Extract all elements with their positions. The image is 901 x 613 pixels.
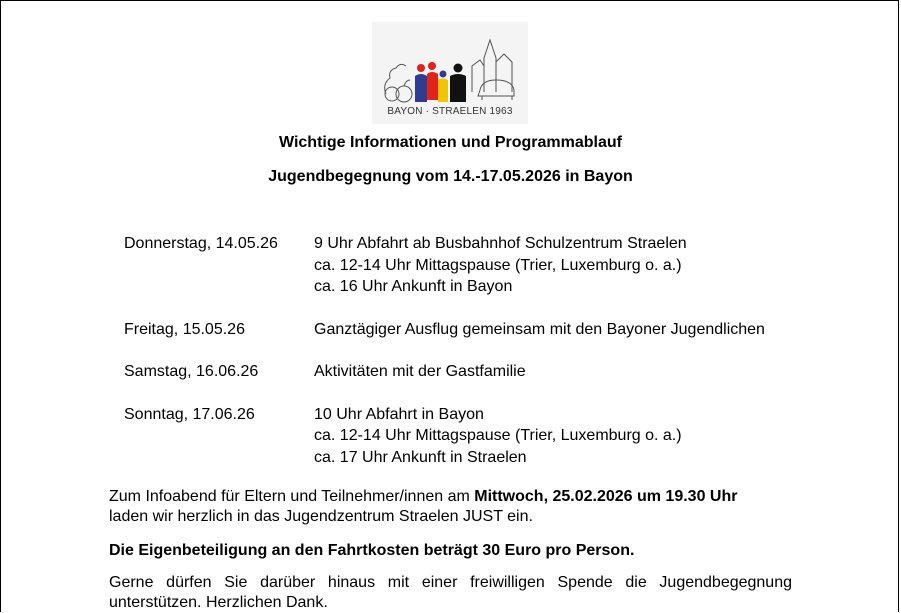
donation-paragraph	[109, 573, 792, 613]
logo-caption: BAYON · STRAELEN 1963	[387, 106, 513, 117]
schedule-row	[124, 319, 765, 341]
schedule-lines	[314, 404, 682, 469]
schedule-line: Aktivitäten mit der Gastfamilie	[314, 363, 526, 380]
schedule-line: 9 Uhr Abfahrt ab Busbahnhof Schulzentrum Straelen	[314, 235, 687, 252]
schedule-line: Ganztägiger Ausflug gemeinsam mit den Bayoner Jugendlichen	[314, 320, 765, 338]
schedule-line: 10 Uhr Abfahrt in Bayon	[314, 405, 484, 423]
page-subtitle: Jugendbegegnung vom 14.-17.05.2026 in Bayon	[268, 168, 633, 185]
schedule-day: Sonntag, 17.06.26	[124, 405, 255, 423]
schedule-line: ca. 16 Uhr Ankunft in Bayon	[314, 278, 513, 295]
schedule-row	[124, 233, 765, 298]
page-title: Wichtige Informationen und Programmablauf	[279, 134, 622, 151]
info-evening-paragraph	[109, 487, 792, 527]
schedule-line: ca. 17 Uhr Ankunft in Straelen	[314, 448, 527, 466]
info-evening-suffix: laden wir herzlich in das Jugendzentrum Straelen JUST ein.	[109, 508, 533, 525]
logo	[372, 22, 528, 124]
schedule-row	[124, 361, 765, 383]
donation-line-2: unterstützen. Herzlichen Dank.	[109, 594, 328, 611]
donation-line-1: Gerne dürfen Sie darüber hinaus mit einer freiwilligen Spende die Jugendbegegnung	[109, 574, 792, 591]
schedule-day: Samstag, 16.06.26	[124, 363, 259, 380]
town-twinning-logo-icon	[372, 22, 528, 106]
schedule-day: Freitag, 15.05.26	[124, 320, 245, 338]
schedule-lines	[314, 319, 765, 341]
schedule-lines	[314, 361, 526, 383]
schedule-line: ca. 12-14 Uhr Mittagspause (Trier, Luxemburg o. a.)	[314, 256, 682, 274]
schedule-row	[124, 404, 765, 469]
info-evening-datetime: Mittwoch, 25.02.2026 um 19.30 Uhr	[474, 488, 738, 505]
schedule-lines	[314, 233, 687, 298]
cost-paragraph: Die Eigenbeteiligung an den Fahrtkosten beträgt 30 Euro pro Person.	[109, 542, 635, 559]
schedule-day: Donnerstag, 14.05.26	[124, 235, 278, 252]
schedule-line: ca. 12-14 Uhr Mittagspause (Trier, Luxemburg o. a.)	[314, 427, 682, 444]
info-evening-prefix: Zum Infoabend für Eltern und Teilnehmer/innen am	[109, 488, 475, 505]
schedule	[124, 233, 765, 468]
